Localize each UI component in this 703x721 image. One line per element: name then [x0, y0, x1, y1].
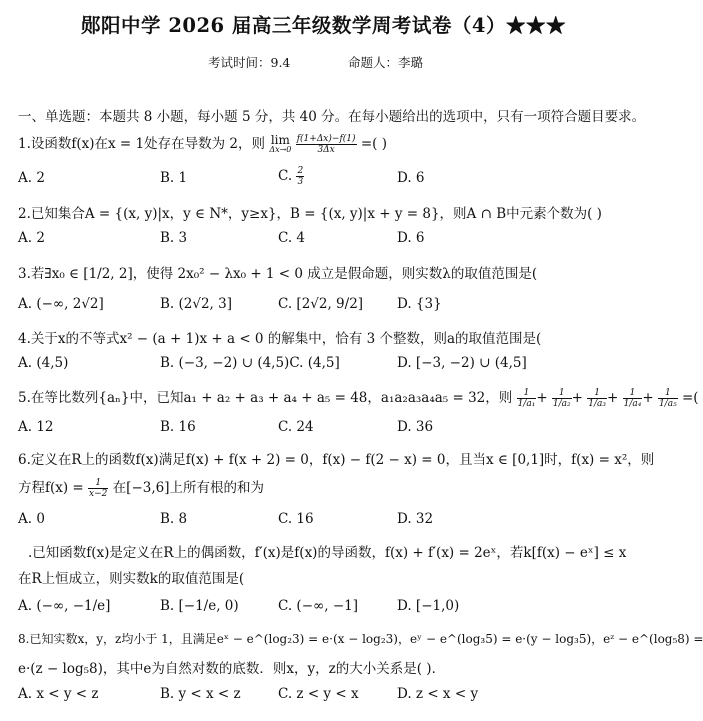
exam-title: 郧阳中学 2026 届高三年级数学周考试卷（4）★★★: [81, 14, 566, 37]
question-1: [18, 132, 387, 155]
q2-option-c: C. 4: [278, 230, 306, 246]
question-7-line1: .已知函数f(x)是定义在R上的偶函数，f′(x)是f(x)的导函数，f(x) + f′(x) = 2eˣ，若k[f(x) − eˣ] ≤ x: [28, 545, 627, 561]
q6-line2-pre: 方程f(x) =: [18, 480, 84, 496]
q6-frac-num: 1: [88, 478, 108, 489]
q2-option-b: B. 3: [160, 230, 188, 246]
q3-option-d: D. {3}: [397, 296, 442, 312]
q1-c-num: 2: [297, 166, 304, 176]
q6-option-a: A. 0: [18, 511, 45, 527]
q1-limit: [269, 132, 292, 155]
q4-option-bc: B. (−3, −2) ∪ (4,5)C. (4,5]: [160, 355, 340, 371]
q6-option-d: D. 32: [397, 511, 434, 527]
q1-lim-label: lim: [270, 132, 290, 147]
q3-option-c: C. [2√2, 9/2]: [278, 296, 364, 312]
q1-option-c-frac: [296, 166, 304, 187]
q4-option-a: A. (4,5): [18, 355, 69, 371]
q7-option-d: D. [−1,0): [397, 598, 460, 614]
q1-frac-den: 3Δx: [317, 145, 335, 155]
q3-option-a: A. (−∞, 2√2]: [18, 296, 104, 312]
question-5: 5.在等比数列{aₙ}中，已知a₁ + a₂ + a₃ + a₄ + a₅ = 48，a₁a₂a₃a₄a₅ = 32，则 $\frac{1}{\text{1/a₁}}$ + $\frac{1}{\text{1/a₂}}$ + $\frac{1}{\text{1/a₃}}$ + $\frac{1}{\text{1/a₄}}$ + $\frac{1}{\text{1/a₅}}$ =(: [18, 388, 699, 409]
q5-term-1: 1/a₁: [517, 399, 536, 409]
q8-option-b: B. y < x < z: [160, 686, 241, 702]
q1-tail: =( ): [360, 136, 387, 152]
q5-term-4: 1/a₄: [623, 399, 642, 409]
exam-author: 命题人：李璐: [348, 55, 424, 70]
q5-option-c: C. 24: [278, 419, 314, 435]
question-6-line2: [18, 476, 264, 499]
question-7-line2: 在R上恒成立，则实数k的取值范围是(: [18, 571, 245, 587]
question-8-line2: e·(z − log₅8)，其中e为自然对数的底数．则x，y，z的大小关系是( )．: [18, 661, 446, 677]
q3-option-b: B. (2√2, 3]: [160, 296, 232, 312]
q1-option-c: [278, 166, 304, 187]
q8-option-c: C. z < y < x: [278, 686, 359, 702]
q1-option-a: A. 2: [18, 170, 45, 186]
q1-frac-num: f(1+Δx)−f(1): [296, 134, 356, 144]
q5-term-5: 1/a₅: [658, 399, 677, 409]
q4-option-d: D. [−3, −2) ∪ (4,5]: [397, 355, 527, 371]
q6-frac-den: x−2: [89, 489, 108, 499]
q6-fraction: [88, 478, 108, 499]
q1-option-d: D. 6: [397, 170, 425, 186]
q6-option-b: B. 8: [160, 511, 188, 527]
q5-option-a: A. 12: [18, 419, 54, 435]
q6-option-c: C. 16: [278, 511, 314, 527]
q5-stem: 5.在等比数列{aₙ}中，已知a₁ + a₂ + a₃ + a₄ + a₅ = 48，a₁a₂a₃a₄a₅ = 32，则: [18, 390, 513, 406]
q5-tail: =(: [681, 390, 699, 406]
question-6-line1: 6.定义在R上的函数f(x)满足f(x) + f(x + 2) = 0，f(x) − f(2 − x) = 0，且当x ∈ [0,1]时，f(x) = x²，则: [18, 452, 655, 468]
q5-option-b: B. 16: [160, 419, 196, 435]
q1-fraction: [296, 134, 357, 155]
question-4: 4.关于x的不等式x² − (a + 1)x + a < 0 的解集中，恰有 3 个整数，则a的取值范围是(: [18, 331, 542, 347]
q8-option-a: A. x < y < z: [18, 686, 99, 702]
q6-line2-post: 在[−3,6]上所有根的和为: [112, 480, 265, 496]
q1-c-den: 3: [297, 177, 304, 187]
q2-option-a: A. 2: [18, 230, 45, 246]
q2-option-d: D. 6: [397, 230, 425, 246]
q1-option-c-label: C.: [278, 168, 293, 184]
q5-term-3: 1/a₃: [588, 399, 606, 409]
q1-stem: 1.设函数f(x)在x = 1处存在导数为 2，则: [18, 136, 266, 152]
exam-time: 考试时间：9.4: [208, 55, 291, 70]
q7-option-c: C. (−∞, −1]: [278, 598, 359, 614]
q5-term-2: 1/a₂: [552, 399, 571, 409]
q1-lim-sub: Δx→0: [269, 144, 292, 154]
q7-option-a: A. (−∞, −1/e]: [18, 598, 111, 614]
question-8-line1: 8.已知实数x，y，z均小于 1，且满足eˣ − e^(log₂3) = e·(x − log₂3)，eʸ − e^(log₃5) = e·(y − log₃5)，eᶻ − e^(log₅8) =: [18, 632, 703, 646]
q1-option-b: B. 1: [160, 170, 188, 186]
q7-option-b: B. [−1/e, 0): [160, 598, 239, 614]
section-heading: 一、单选题：本题共 8 小题，每小题 5 分，共 40 分。在每小题给出的选项中，只有一项符合题目要求。: [18, 109, 646, 125]
q8-option-d: D. z < x < y: [397, 686, 479, 702]
question-3: 3.若∃x₀ ∈ [1/2, 2]，使得 2x₀² − λx₀ + 1 < 0 成立是假命题，则实数λ的取值范围是(: [18, 266, 538, 282]
question-2: 2.已知集合A = {(x, y)|x，y ∈ N*，y≥x}，B = {(x, y)|x + y = 8}，则A ∩ B中元素个数为( ): [18, 206, 602, 222]
q5-option-d: D. 36: [397, 419, 434, 435]
